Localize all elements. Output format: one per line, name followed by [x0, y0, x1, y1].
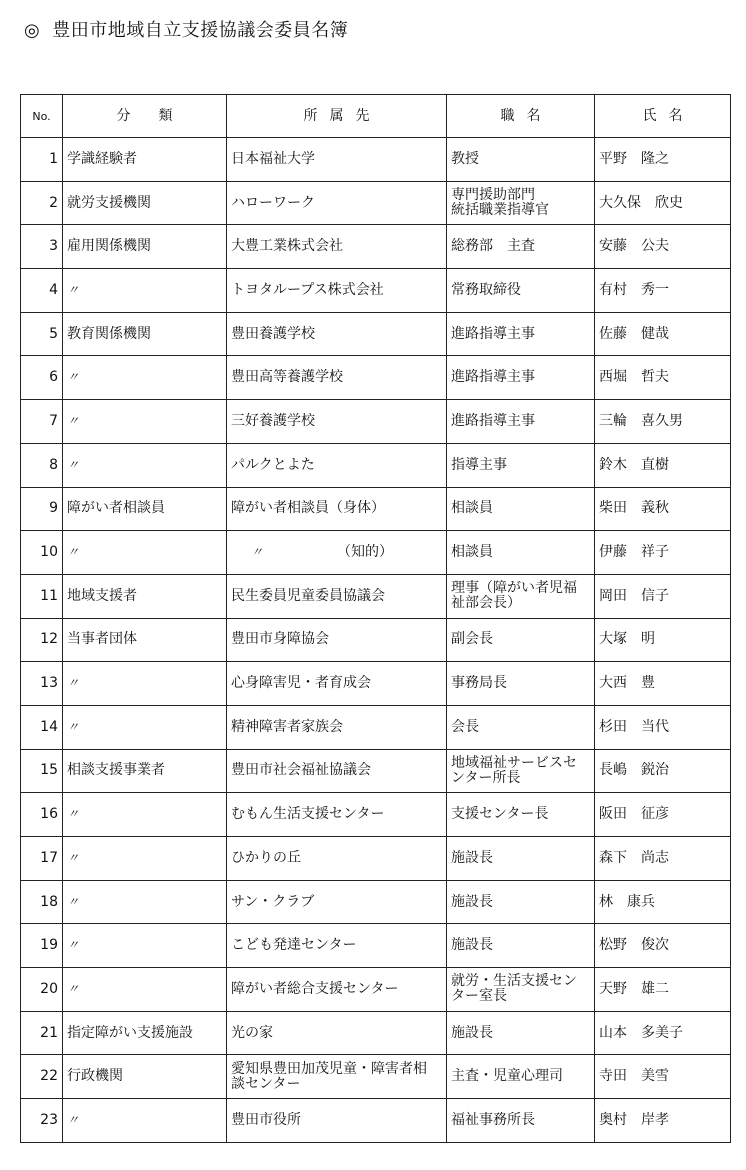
row-number: 15 — [21, 749, 63, 793]
row-category: 障がい者相談員 — [63, 487, 227, 531]
affiliation-subtype: （知的） — [337, 544, 394, 561]
table-row — [21, 793, 731, 837]
row-affiliation: 豊田市社会福祉協議会 — [227, 749, 447, 793]
table-row — [21, 705, 731, 749]
row-number: 10 — [21, 531, 63, 575]
row-member-name: 松野 俊次 — [595, 924, 731, 968]
table-row — [21, 225, 731, 269]
row-affiliation: 豊田養護学校 — [227, 312, 447, 356]
row-member-name: 寺田 美雪 — [595, 1055, 731, 1099]
row-number: 4 — [21, 269, 63, 313]
row-category: 〃 — [63, 269, 227, 313]
table-row — [21, 269, 731, 313]
row-affiliation: 精神障害者家族会 — [227, 705, 447, 749]
row-member-name: 岡田 信子 — [595, 574, 731, 618]
row-affiliation: 心身障害児・者育成会 — [227, 662, 447, 706]
row-number: 8 — [21, 443, 63, 487]
row-position: 就労・生活支援セン ター室長 — [447, 968, 595, 1012]
row-position: 理事（障がい者児福 祉部会長） — [447, 574, 595, 618]
row-category: 当事者団体 — [63, 618, 227, 662]
row-category: 指定障がい支援施設 — [63, 1011, 227, 1055]
row-affiliation: 豊田市役所 — [227, 1099, 447, 1143]
row-position: 進路指導主事 — [447, 312, 595, 356]
header-no: No. — [21, 95, 63, 138]
row-category: 就労支援機関 — [63, 181, 227, 225]
table-header-row — [21, 95, 731, 138]
header-affiliation: 所属先 — [227, 95, 447, 138]
row-member-name: 鈴木 直樹 — [595, 443, 731, 487]
row-member-name: 林 康兵 — [595, 880, 731, 924]
row-member-name: 三輪 喜久男 — [595, 400, 731, 444]
row-affiliation: 光の家 — [227, 1011, 447, 1055]
row-position: 相談員 — [447, 487, 595, 531]
row-affiliation: 豊田高等養護学校 — [227, 356, 447, 400]
row-number: 16 — [21, 793, 63, 837]
row-category: 〃 — [63, 400, 227, 444]
row-number: 21 — [21, 1011, 63, 1055]
row-number: 19 — [21, 924, 63, 968]
table-row — [21, 924, 731, 968]
row-member-name: 山本 多美子 — [595, 1011, 731, 1055]
row-member-name: 伊藤 祥子 — [595, 531, 731, 575]
row-member-name: 大久保 欣史 — [595, 181, 731, 225]
row-affiliation: パルクとよた — [227, 443, 447, 487]
row-affiliation: サン・クラブ — [227, 880, 447, 924]
table-row — [21, 312, 731, 356]
row-member-name: 阪田 征彦 — [595, 793, 731, 837]
table-row — [21, 531, 731, 575]
row-affiliation: ひかりの丘 — [227, 837, 447, 881]
table-row — [21, 968, 731, 1012]
row-number: 13 — [21, 662, 63, 706]
row-number: 6 — [21, 356, 63, 400]
table-row — [21, 1011, 731, 1055]
row-category: 行政機関 — [63, 1055, 227, 1099]
row-position: 相談員 — [447, 531, 595, 575]
table-body — [21, 138, 731, 1143]
row-category: 〃 — [63, 662, 227, 706]
row-category: 〃 — [63, 924, 227, 968]
row-member-name: 長嶋 鋭治 — [595, 749, 731, 793]
row-number: 9 — [21, 487, 63, 531]
row-category: 〃 — [63, 356, 227, 400]
table-row — [21, 618, 731, 662]
row-number: 7 — [21, 400, 63, 444]
table-row — [21, 749, 731, 793]
row-affiliation: 豊田市身障協会 — [227, 618, 447, 662]
row-position: 総務部 主査 — [447, 225, 595, 269]
row-member-name: 大塚 明 — [595, 618, 731, 662]
row-category: 〃 — [63, 531, 227, 575]
table-row — [21, 662, 731, 706]
row-affiliation: 三好養護学校 — [227, 400, 447, 444]
table-row — [21, 574, 731, 618]
row-position: 副会長 — [447, 618, 595, 662]
row-position: 進路指導主事 — [447, 400, 595, 444]
committee-member-table — [20, 94, 731, 1143]
row-number: 17 — [21, 837, 63, 881]
row-position: 施設長 — [447, 880, 595, 924]
row-position: 会長 — [447, 705, 595, 749]
row-number: 3 — [21, 225, 63, 269]
row-affiliation: 大豊工業株式会社 — [227, 225, 447, 269]
row-member-name: 佐藤 健哉 — [595, 312, 731, 356]
page-title-text: 豊田市地域自立支援協議会委員名簿 — [52, 20, 349, 41]
row-position: 常務取締役 — [447, 269, 595, 313]
row-position: 進路指導主事 — [447, 356, 595, 400]
row-member-name: 西堀 哲夫 — [595, 356, 731, 400]
row-member-name: 杉田 当代 — [595, 705, 731, 749]
row-category: 雇用関係機関 — [63, 225, 227, 269]
row-position: 教授 — [447, 138, 595, 182]
row-number: 18 — [21, 880, 63, 924]
header-position: 職名 — [447, 95, 595, 138]
row-number: 5 — [21, 312, 63, 356]
row-number: 22 — [21, 1055, 63, 1099]
row-category: 〃 — [63, 880, 227, 924]
row-category: 地域支援者 — [63, 574, 227, 618]
row-member-name: 大西 豊 — [595, 662, 731, 706]
row-affiliation: 障がい者総合支援センター — [227, 968, 447, 1012]
row-member-name: 安藤 公夫 — [595, 225, 731, 269]
row-number: 12 — [21, 618, 63, 662]
row-position: 施設長 — [447, 1011, 595, 1055]
row-category: 学識経験者 — [63, 138, 227, 182]
table-row — [21, 837, 731, 881]
row-position: 施設長 — [447, 837, 595, 881]
row-number: 1 — [21, 138, 63, 182]
row-member-name: 柴田 義秋 — [595, 487, 731, 531]
row-member-name: 有村 秀一 — [595, 269, 731, 313]
table-row — [21, 181, 731, 225]
table-row — [21, 880, 731, 924]
row-number: 14 — [21, 705, 63, 749]
table-row — [21, 1055, 731, 1099]
row-position: 福祉事務所長 — [447, 1099, 595, 1143]
table-row — [21, 487, 731, 531]
row-member-name: 森下 尚志 — [595, 837, 731, 881]
row-position: 地域福祉サービスセ ンター所長 — [447, 749, 595, 793]
row-affiliation: 障がい者相談員（身体） — [227, 487, 447, 531]
row-affiliation — [227, 531, 447, 575]
table-row — [21, 138, 731, 182]
row-affiliation: むもん生活支援センター — [227, 793, 447, 837]
row-number: 20 — [21, 968, 63, 1012]
row-category: 〃 — [63, 837, 227, 881]
row-position: 支援センター長 — [447, 793, 595, 837]
row-member-name: 平野 隆之 — [595, 138, 731, 182]
table-row — [21, 400, 731, 444]
row-position: 施設長 — [447, 924, 595, 968]
row-category: 教育関係機関 — [63, 312, 227, 356]
header-name: 氏名 — [595, 95, 731, 138]
row-category: 〃 — [63, 968, 227, 1012]
row-category: 〃 — [63, 1099, 227, 1143]
row-member-name: 天野 雄二 — [595, 968, 731, 1012]
row-position: 事務局長 — [447, 662, 595, 706]
ditto-mark: 〃 — [251, 545, 264, 560]
row-number: 2 — [21, 181, 63, 225]
table-row — [21, 356, 731, 400]
row-number: 11 — [21, 574, 63, 618]
row-position: 専門援助部門 統括職業指導官 — [447, 181, 595, 225]
row-affiliation: 愛知県豊田加茂児童・障害者相 談センター — [227, 1055, 447, 1099]
row-category: 〃 — [63, 443, 227, 487]
double-circle-icon: ◎ — [24, 20, 41, 41]
row-affiliation: トヨタループス株式会社 — [227, 269, 447, 313]
table-row — [21, 1099, 731, 1143]
row-affiliation: ハローワーク — [227, 181, 447, 225]
row-category: 〃 — [63, 705, 227, 749]
row-number: 23 — [21, 1099, 63, 1143]
row-affiliation: 日本福祉大学 — [227, 138, 447, 182]
row-affiliation: 民生委員児童委員協議会 — [227, 574, 447, 618]
page-title — [24, 16, 348, 42]
table-row — [21, 443, 731, 487]
row-position: 指導主事 — [447, 443, 595, 487]
row-category: 〃 — [63, 793, 227, 837]
header-category: 分類 — [63, 95, 227, 138]
row-affiliation: こども発達センター — [227, 924, 447, 968]
row-category: 相談支援事業者 — [63, 749, 227, 793]
row-position: 主査・児童心理司 — [447, 1055, 595, 1099]
row-member-name: 奥村 岸孝 — [595, 1099, 731, 1143]
